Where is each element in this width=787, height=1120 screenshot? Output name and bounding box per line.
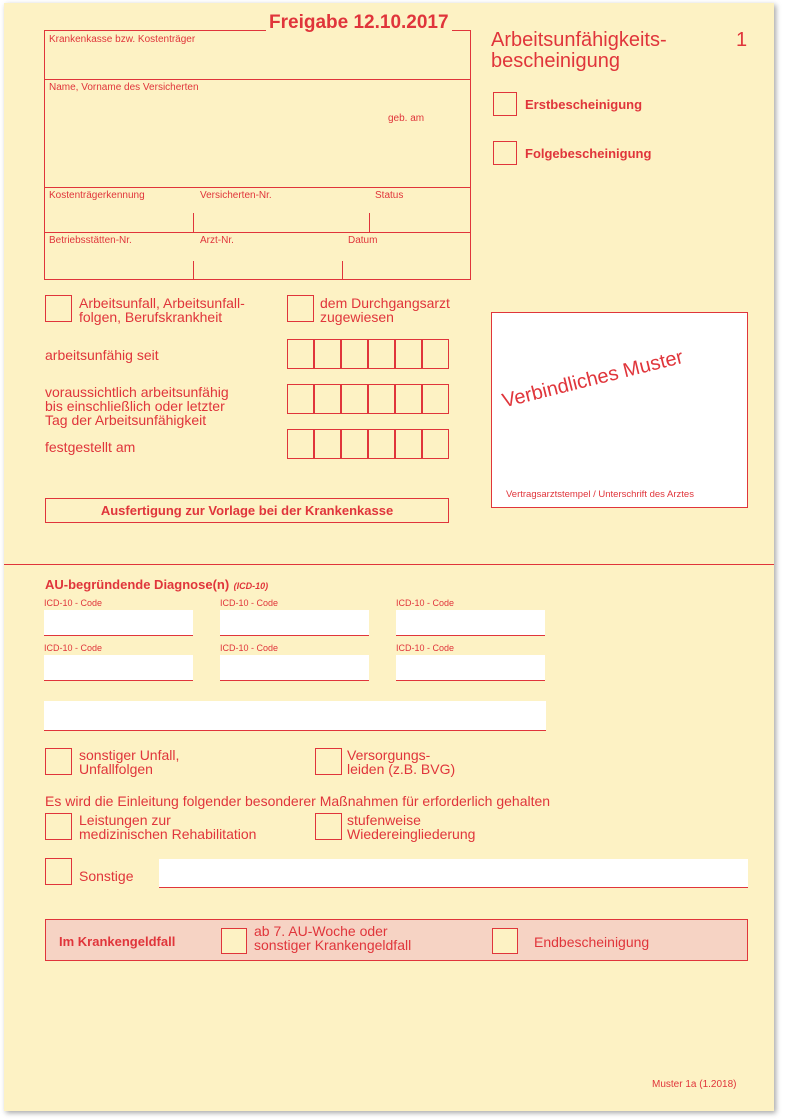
form-code: Muster 1a (1.2018) xyxy=(652,1079,737,1090)
expected-until-date-cells[interactable] xyxy=(287,384,449,414)
work-accident-line1: Arbeitsunfall, Arbeitsunfall- xyxy=(79,295,245,311)
facility-no-label: Betriebsstätten-Nr. xyxy=(49,235,132,246)
other-accident-line1: sonstiger Unfall, xyxy=(79,747,180,763)
divider xyxy=(369,213,370,232)
divider xyxy=(193,261,194,280)
reintegration-line2: Wiedereingliederung xyxy=(347,826,476,842)
form-title-line2: bescheinigung xyxy=(491,50,620,72)
week7-checkbox[interactable] xyxy=(221,928,247,954)
pension-line1: Versorgungs- xyxy=(347,747,431,763)
copy-number: 1 xyxy=(736,29,748,51)
icd-code-label: ICD-10 - Code xyxy=(396,643,455,653)
expected-until-line2: bis einschließlich oder letzter xyxy=(45,398,225,414)
determined-on-date-cells[interactable] xyxy=(287,429,449,459)
first-certificate-checkbox[interactable] xyxy=(493,92,517,116)
incapable-since-label: arbeitsunfähig seit xyxy=(45,347,159,363)
copy-notice: Ausfertigung zur Vorlage bei der Krankenkasse xyxy=(100,503,394,518)
determined-on-label: festgestellt am xyxy=(45,439,136,455)
followup-certificate-checkbox[interactable] xyxy=(493,141,517,165)
divider xyxy=(342,261,343,280)
copy-notice-box xyxy=(45,498,449,523)
pension-checkbox[interactable] xyxy=(315,748,342,775)
diagnosis-heading xyxy=(45,576,268,594)
expected-until-line1: voraussichtlich arbeitsunfähig xyxy=(45,384,229,400)
divider xyxy=(44,79,471,80)
icd-code-label: ICD-10 - Code xyxy=(220,598,279,608)
diagnosis-heading-note: (ICD-10) xyxy=(233,581,269,591)
insurer-label: Krankenkasse bzw. Kostenträger xyxy=(49,34,196,45)
tear-line xyxy=(4,564,774,565)
doctor-stamp-box[interactable] xyxy=(491,312,748,508)
status-label: Status xyxy=(375,190,404,201)
insured-no-label: Versicherten-Nr. xyxy=(200,190,272,201)
form-page xyxy=(4,3,774,1111)
diagnosis-text-field[interactable] xyxy=(44,701,546,731)
date-label: Datum xyxy=(348,235,378,246)
sickpay-label: Im Krankengeldfall xyxy=(59,934,176,949)
doctor-no-label: Arzt-Nr. xyxy=(200,235,234,246)
icd-code-label: ICD-10 - Code xyxy=(44,643,103,653)
measures-intro: Es wird die Einleitung folgender besonderer Maßnahmen für erforderlich gehalten xyxy=(45,793,551,809)
release-stamp: Freigabe 12.10.2017 xyxy=(266,12,452,34)
payer-id-label: Kostenträgerkennung xyxy=(49,190,145,201)
other-accident-checkbox[interactable] xyxy=(45,748,72,775)
diagnosis-heading-text: AU-begründende Diagnose(n) xyxy=(45,577,230,592)
other-measures-label: Sonstige xyxy=(79,868,134,884)
icd-code-field[interactable] xyxy=(220,655,369,681)
final-certificate-checkbox[interactable] xyxy=(492,928,518,954)
other-measures-field[interactable] xyxy=(159,859,748,888)
week7-line1: ab 7. AU-Woche oder xyxy=(254,923,388,939)
icd-code-field[interactable] xyxy=(220,610,369,636)
reintegration-checkbox[interactable] xyxy=(315,813,342,840)
work-accident-checkbox[interactable] xyxy=(45,295,72,322)
work-accident-line2: folgen, Berufskrankheit xyxy=(79,309,223,325)
icd-code-field[interactable] xyxy=(396,655,545,681)
transit-doctor-line1: dem Durchgangsarzt xyxy=(320,295,450,311)
form-title-line1: Arbeitsunfähigkeits- xyxy=(491,29,667,51)
name-label: Name, Vorname des Versicherten xyxy=(49,82,199,93)
divider xyxy=(44,187,471,188)
final-certificate-label: Endbescheinigung xyxy=(534,934,650,950)
transit-doctor-line2: zugewiesen xyxy=(320,309,394,325)
first-certificate-label: Erstbescheinigung xyxy=(525,97,643,112)
pension-line2: leiden (z.B. BVG) xyxy=(347,761,456,777)
other-accident-line2: Unfallfolgen xyxy=(79,761,153,777)
week7-line2: sonstiger Krankengeldfall xyxy=(254,937,412,953)
divider xyxy=(44,232,471,233)
followup-certificate-label: Folgebescheinigung xyxy=(525,146,652,161)
icd-code-field[interactable] xyxy=(396,610,545,636)
sample-watermark: Verbindliches Muster xyxy=(500,346,686,413)
transit-doctor-checkbox[interactable] xyxy=(287,295,314,322)
divider xyxy=(193,213,194,232)
rehab-line2: medizinischen Rehabilitation xyxy=(79,826,257,842)
rehab-checkbox[interactable] xyxy=(45,813,72,840)
icd-code-label: ICD-10 - Code xyxy=(44,598,103,608)
expected-until-line3: Tag der Arbeitsunfähigkeit xyxy=(45,412,207,428)
icd-code-label: ICD-10 - Code xyxy=(220,643,279,653)
dob-label: geb. am xyxy=(388,113,425,124)
reintegration-line1: stufenweise xyxy=(347,812,421,828)
icd-code-field[interactable] xyxy=(44,610,193,636)
incapable-since-date-cells[interactable] xyxy=(287,339,449,369)
icd-code-label: ICD-10 - Code xyxy=(396,598,455,608)
rehab-line1: Leistungen zur xyxy=(79,812,171,828)
other-measures-checkbox[interactable] xyxy=(45,858,72,885)
icd-code-field[interactable] xyxy=(44,655,193,681)
stamp-caption: Vertragsarztstempel / Unterschrift des Arztes xyxy=(506,489,694,500)
